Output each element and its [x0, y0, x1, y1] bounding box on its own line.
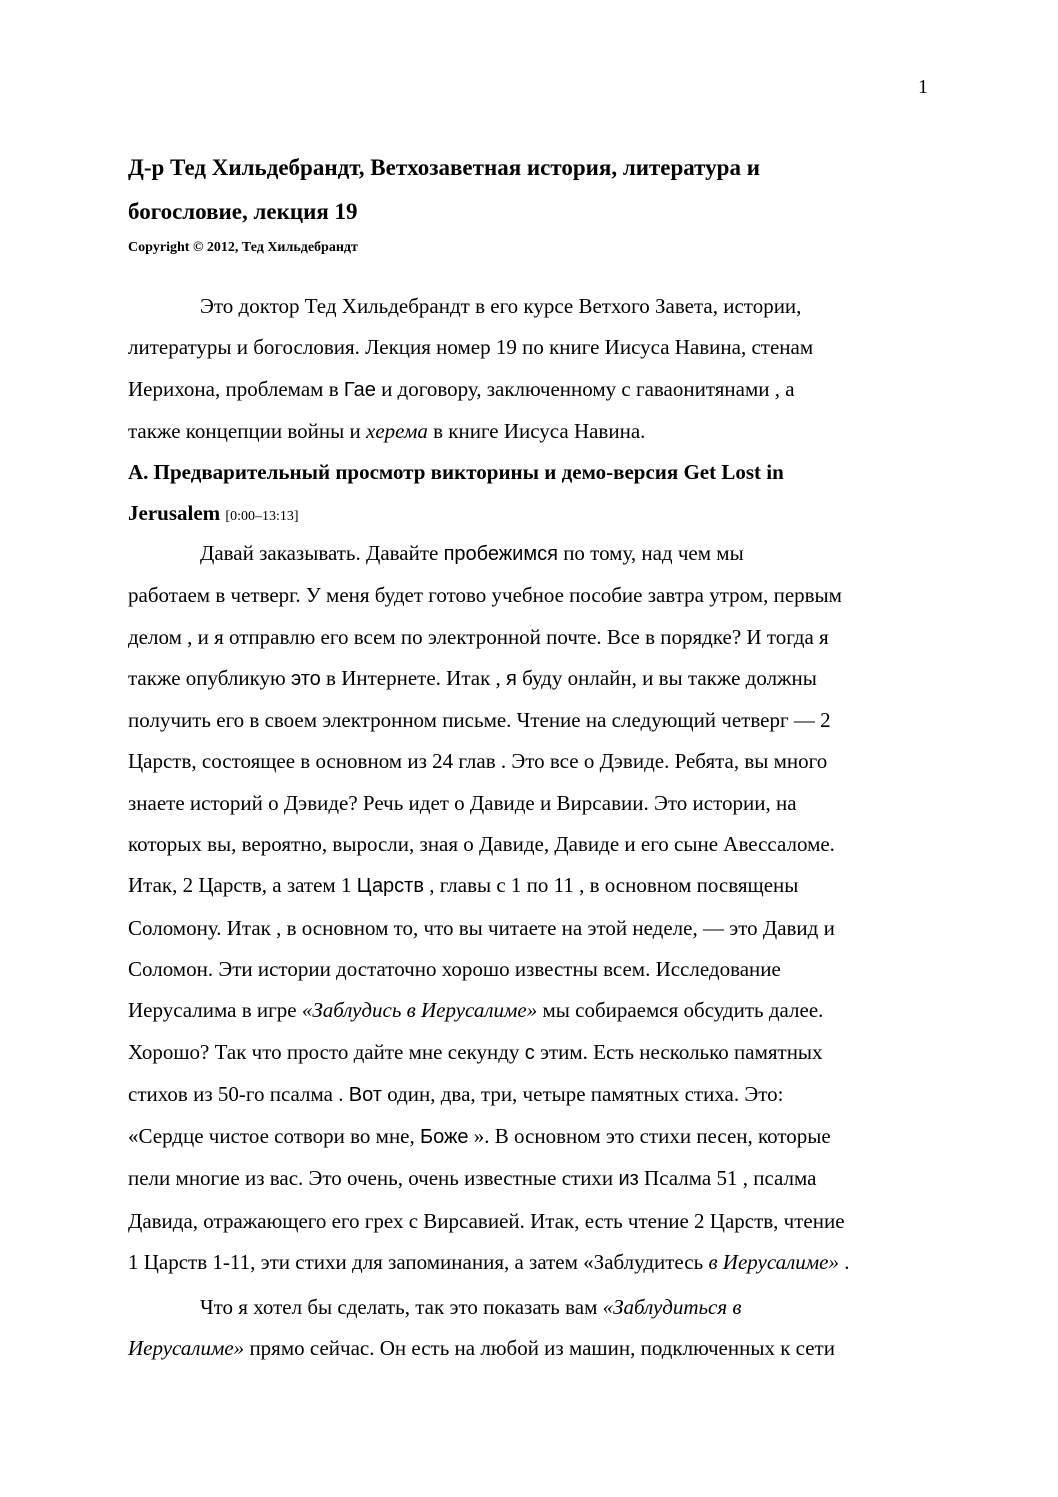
text-line: пели многие из вас. Это очень, очень известные стихи из Псалма 51 , псалма	[128, 1166, 817, 1191]
text-line: Соломону. Итак , в основном то, что вы читаете на этой неделе, — это Давид и	[128, 915, 835, 940]
text-line: Давай заказывать. Давайте пробежимся по тому, над чем мы	[200, 541, 744, 565]
text-line: также опубликую это в Интернете. Итак , я буду онлайн, и вы также должны	[128, 665, 817, 690]
section-heading-line-1: А. Предварительный просмотр викторины и демо-версия Get Lost in	[128, 460, 784, 484]
text-line: Хорошо? Так что просто дайте мне секунду с этим. Есть несколько памятных	[128, 1039, 823, 1064]
text-line: Итак, 2 Царств, а затем 1 Царств , главы с 1 по 11 , в основном посвящены	[128, 873, 799, 898]
text-line: Иерусалиме» прямо сейчас. Он есть на любой из машин, подключенных к сети	[128, 1336, 835, 1361]
section-heading-line-2: Jerusalem [0:00–13:13]	[128, 501, 299, 526]
copyright-notice: Copyright © 2012, Тед Хильдебрандт	[128, 240, 358, 255]
text-line: Что я хотел бы сделать, так это показать вам «Заблудиться в	[200, 1295, 742, 1319]
text-line: Давида, отражающего его грех с Вирсавией. Итак, есть чтение 2 Царств, чтение	[128, 1208, 845, 1233]
title-line-1: Д-р Тед Хильдебрандт, Ветхозаветная история, литература и	[128, 155, 760, 180]
text-line: 1 Царств 1-11, эти стихи для запоминания, а затем «Заблудитесь в Иерусалиме» .	[128, 1250, 850, 1275]
text-line: Иерихона, проблемам в Гае и договору, заключенному с гаваонитянами , а	[128, 376, 795, 401]
text-line: «Сердце чистое сотвори во мне, Боже ». В основном это стихи песен, которые	[128, 1124, 831, 1149]
text-line: также концепции войны и херема в книге Иисуса Навина.	[128, 418, 646, 443]
text-line: получить его в своем электронном письме. Чтение на следующий четверг — 2	[128, 708, 831, 733]
page-number: 1	[918, 76, 928, 98]
body-paragraph-1	[128, 533, 928, 1283]
section-heading	[128, 452, 928, 538]
text-line: делом , и я отправлю его всем по электронной почте. Все в порядке? И тогда я	[128, 624, 829, 649]
intro-paragraph	[128, 286, 928, 452]
text-line: Это доктор Тед Хильдебрандт в его курсе Ветхого Завета, истории,	[200, 294, 802, 318]
text-line: Соломон. Эти истории достаточно хорошо известны всем. Исследование	[128, 956, 781, 981]
document-title	[128, 146, 928, 234]
title-line-2: богословие, лекция 19	[128, 199, 358, 224]
text-line: работаем в четверг. У меня будет готово учебное пособие завтра утром, первым	[128, 583, 842, 608]
body-paragraph-2	[128, 1287, 928, 1370]
text-line: Иерусалима в игре «Заблудись в Иерусалиме» мы собираемся обсудить далее.	[128, 998, 824, 1023]
text-line: которых вы, вероятно, выросли, зная о Давиде, Давиде и его сыне Авессаломе.	[128, 832, 835, 857]
text-line: литературы и богословия. Лекция номер 19 по книге Иисуса Навина, стенам	[128, 335, 814, 360]
text-line: стихов из 50-го псалма . Вот один, два, три, четыре памятных стиха. Это:	[128, 1081, 784, 1106]
text-line: знаете историй о Дэвиде? Речь идет о Давиде и Вирсавии. Это истории, на	[128, 790, 797, 815]
timestamp: [0:00–13:13]	[225, 509, 299, 525]
text-line: Царств, состоящее в основном из 24 глав . Это все о Дэвиде. Ребята, вы много	[128, 749, 828, 774]
